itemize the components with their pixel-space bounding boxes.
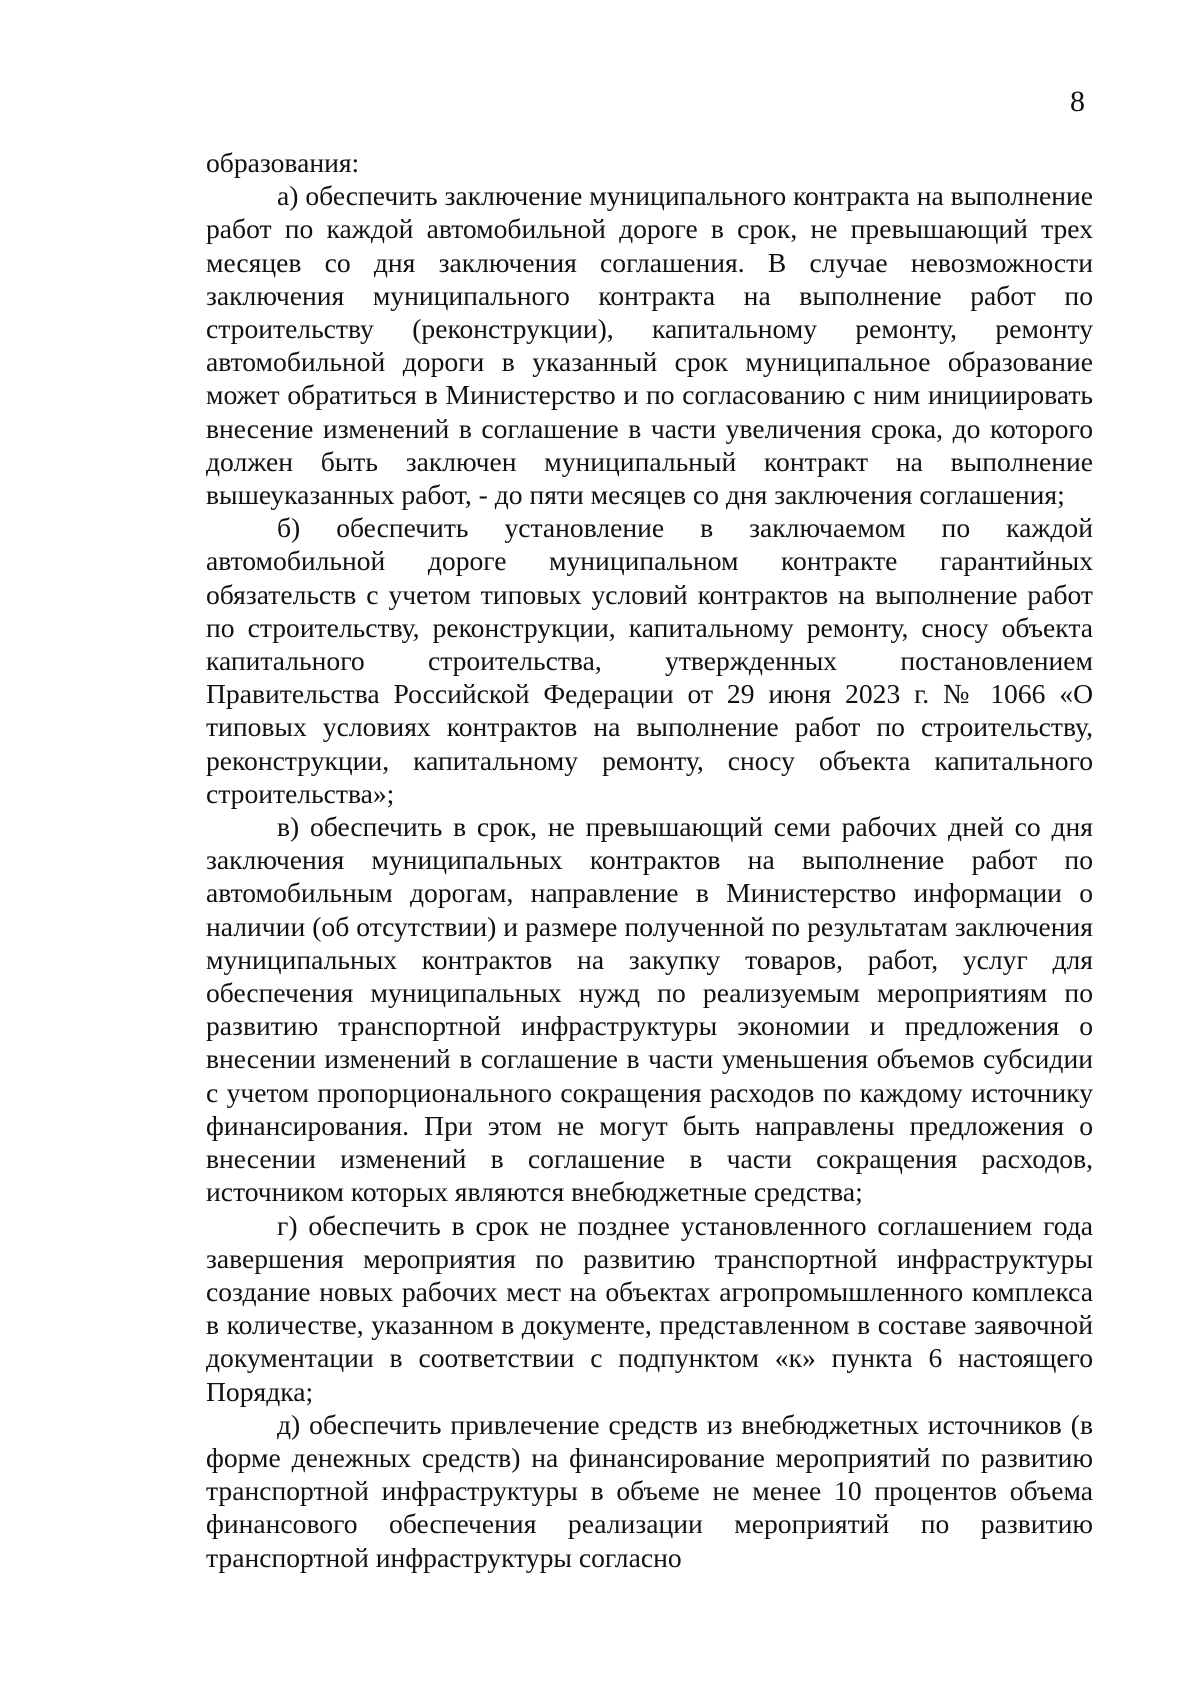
paragraph-item-g: г) обеспечить в срок не позднее установленного соглашением года завершения мероприятия по развитию транспортной инфраструктуры создание новых рабочих мест на объектах агропромышленного комплекса в количестве, указанном в документе, представленном в составе заявочной документации в соответствии с подпунктом «к» пункта 6 настоящего Порядка; — [206, 1209, 1093, 1407]
paragraph-continuation: образования: — [206, 147, 360, 178]
page-number: 8 — [1070, 85, 1085, 118]
paragraph-item-a: а) обеспечить заключение муниципального контракта на выполнение работ по каждой автомобильной дороге в срок, не превышающий трех месяцев со дня заключения соглашения. В случае невозможности заключения муниципального контракта на выполнение работ по строительству (реконструкции), капитальному ремонту, ремонту автомобильной дороги в указанный срок муниципальное образование может обратиться в Министерство и по согласованию с ним инициировать внесение изменений в соглашение в части увеличения срока, до которого должен быть заключен муниципальный контракт на выполнение вышеуказанных работ, - до пяти месяцев со дня заключения соглашения; — [206, 180, 1093, 511]
paragraph-item-v: в) обеспечить в срок, не превышающий семи рабочих дней со дня заключения муниципальных контрактов на выполнение работ по автомобильным дорогам, направление в Министерство информации о наличии (об отсутствии) и размере полученной по результатам заключения муниципальных контрактов на закупку товаров, работ, услуг для обеспечения муниципальных нужд по реализуемым мероприятиям по развитию транспортной инфраструктуры экономии и предложения о внесении изменений в соглашение в части уменьшения объемов субсидии с учетом пропорционального сокращения расходов по каждому источнику финансирования. При этом не могут быть направлены предложения о внесении изменений в соглашение в части сокращения расходов, источником которых являются внебюджетные средства; — [206, 811, 1093, 1208]
paragraph-item-d: д) обеспечить привлечение средств из внебюджетных источников (в форме денежных средств) на финансирование мероприятий по развитию транспортной инфраструктуры в объеме не менее 10 процентов объема финансового обеспечения реализации мероприятий по развитию транспортной инфраструктуры согласно — [206, 1408, 1093, 1573]
document-body — [206, 146, 1093, 1574]
paragraph-item-b: б) обеспечить установление в заключаемом по каждой автомобильной дороге муниципальном контракте гарантийных обязательств с учетом типовых условий контрактов на выполнение работ по строительству, реконструкции, капитальному ремонту, сносу объекта капитального строительства, утвержденных постановлением Правительства Российской Федерации от 29 июня 2023 г. № 1066 «О типовых условиях контрактов на выполнение работ по строительству, реконструкции, капитальному ремонту, сносу объекта капитального строительства»; — [206, 512, 1093, 809]
